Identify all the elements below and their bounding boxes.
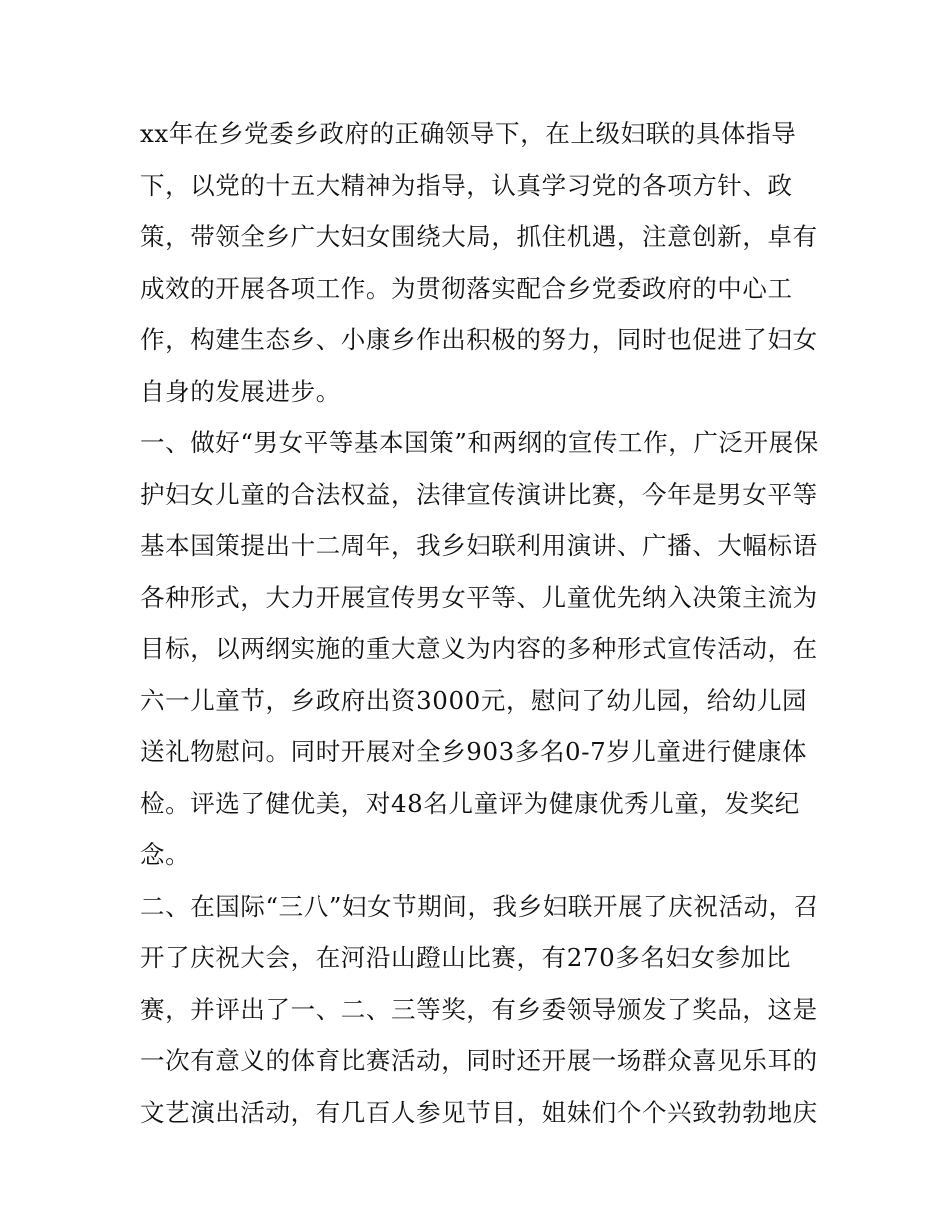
text-line: 六一儿童节，乡政府出资3000元，慰问了幼儿园，给幼儿园 bbox=[140, 685, 808, 715]
text-line: 护妇女儿童的合法权益，法律宣传演讲比赛，今年是男女平等 bbox=[140, 479, 818, 509]
text-line: 二、在国际“三八”妇女节期间，我乡妇联开展了庆祝活动，召 bbox=[140, 891, 819, 921]
text-line: 一、做好“男女平等基本国策”和两纲的宣传工作，广泛开展保 bbox=[140, 428, 819, 457]
text-line: 下，以党的十五大精神为指导，认真学习党的各项方针、政 bbox=[140, 170, 793, 200]
text-line: 文艺演出活动，有几百人参见节目，姐妹们个个兴致勃勃地庆 bbox=[140, 1097, 818, 1127]
text-line: 成效的开展各项工作。为贯彻落实配合乡党委政府的中心工 bbox=[140, 273, 793, 303]
text-line: 赛，并评出了一、二、三等奖，有乡委领导颁发了奖品，这是 bbox=[140, 994, 818, 1024]
text-line: 自身的发展进步。 bbox=[140, 376, 341, 406]
document-body bbox=[140, 108, 820, 1138]
text-line: 各种形式，大力开展宣传男女平等、儿童优先纳入决策主流为 bbox=[140, 582, 818, 612]
text-line: 策，带领全乡广大妇女围绕大局，抓住机遇，注意创新，卓有 bbox=[140, 222, 818, 251]
text-line: 送礼物慰问。同时开展对全乡903多名0-7岁儿童进行健康体 bbox=[140, 737, 808, 766]
text-line: 开了庆祝大会，在河沿山蹬山比赛，有270多名妇女参加比 bbox=[140, 943, 791, 972]
text-line: 目标，以两纲实施的重大意义为内容的多种形式宣传活动，在 bbox=[140, 634, 818, 663]
text-line: 检。评选了健优美，对48名儿童评为健康优秀儿童，发奖纪 bbox=[140, 788, 800, 818]
text-line: 一次有意义的体育比赛活动，同时还开展一场群众喜见乐耳的 bbox=[140, 1046, 818, 1075]
text-line: 作，构建生态乡、小康乡作出积极的努力，同时也促进了妇女 bbox=[140, 325, 818, 354]
text-line: 基本国策提出十二周年，我乡妇联利用演讲、广播、大幅标语 bbox=[140, 531, 818, 560]
text-line: 念。 bbox=[140, 840, 191, 869]
text-line: xx年在乡党委乡政府的正确领导下，在上级妇联的具体指导 bbox=[140, 119, 797, 148]
